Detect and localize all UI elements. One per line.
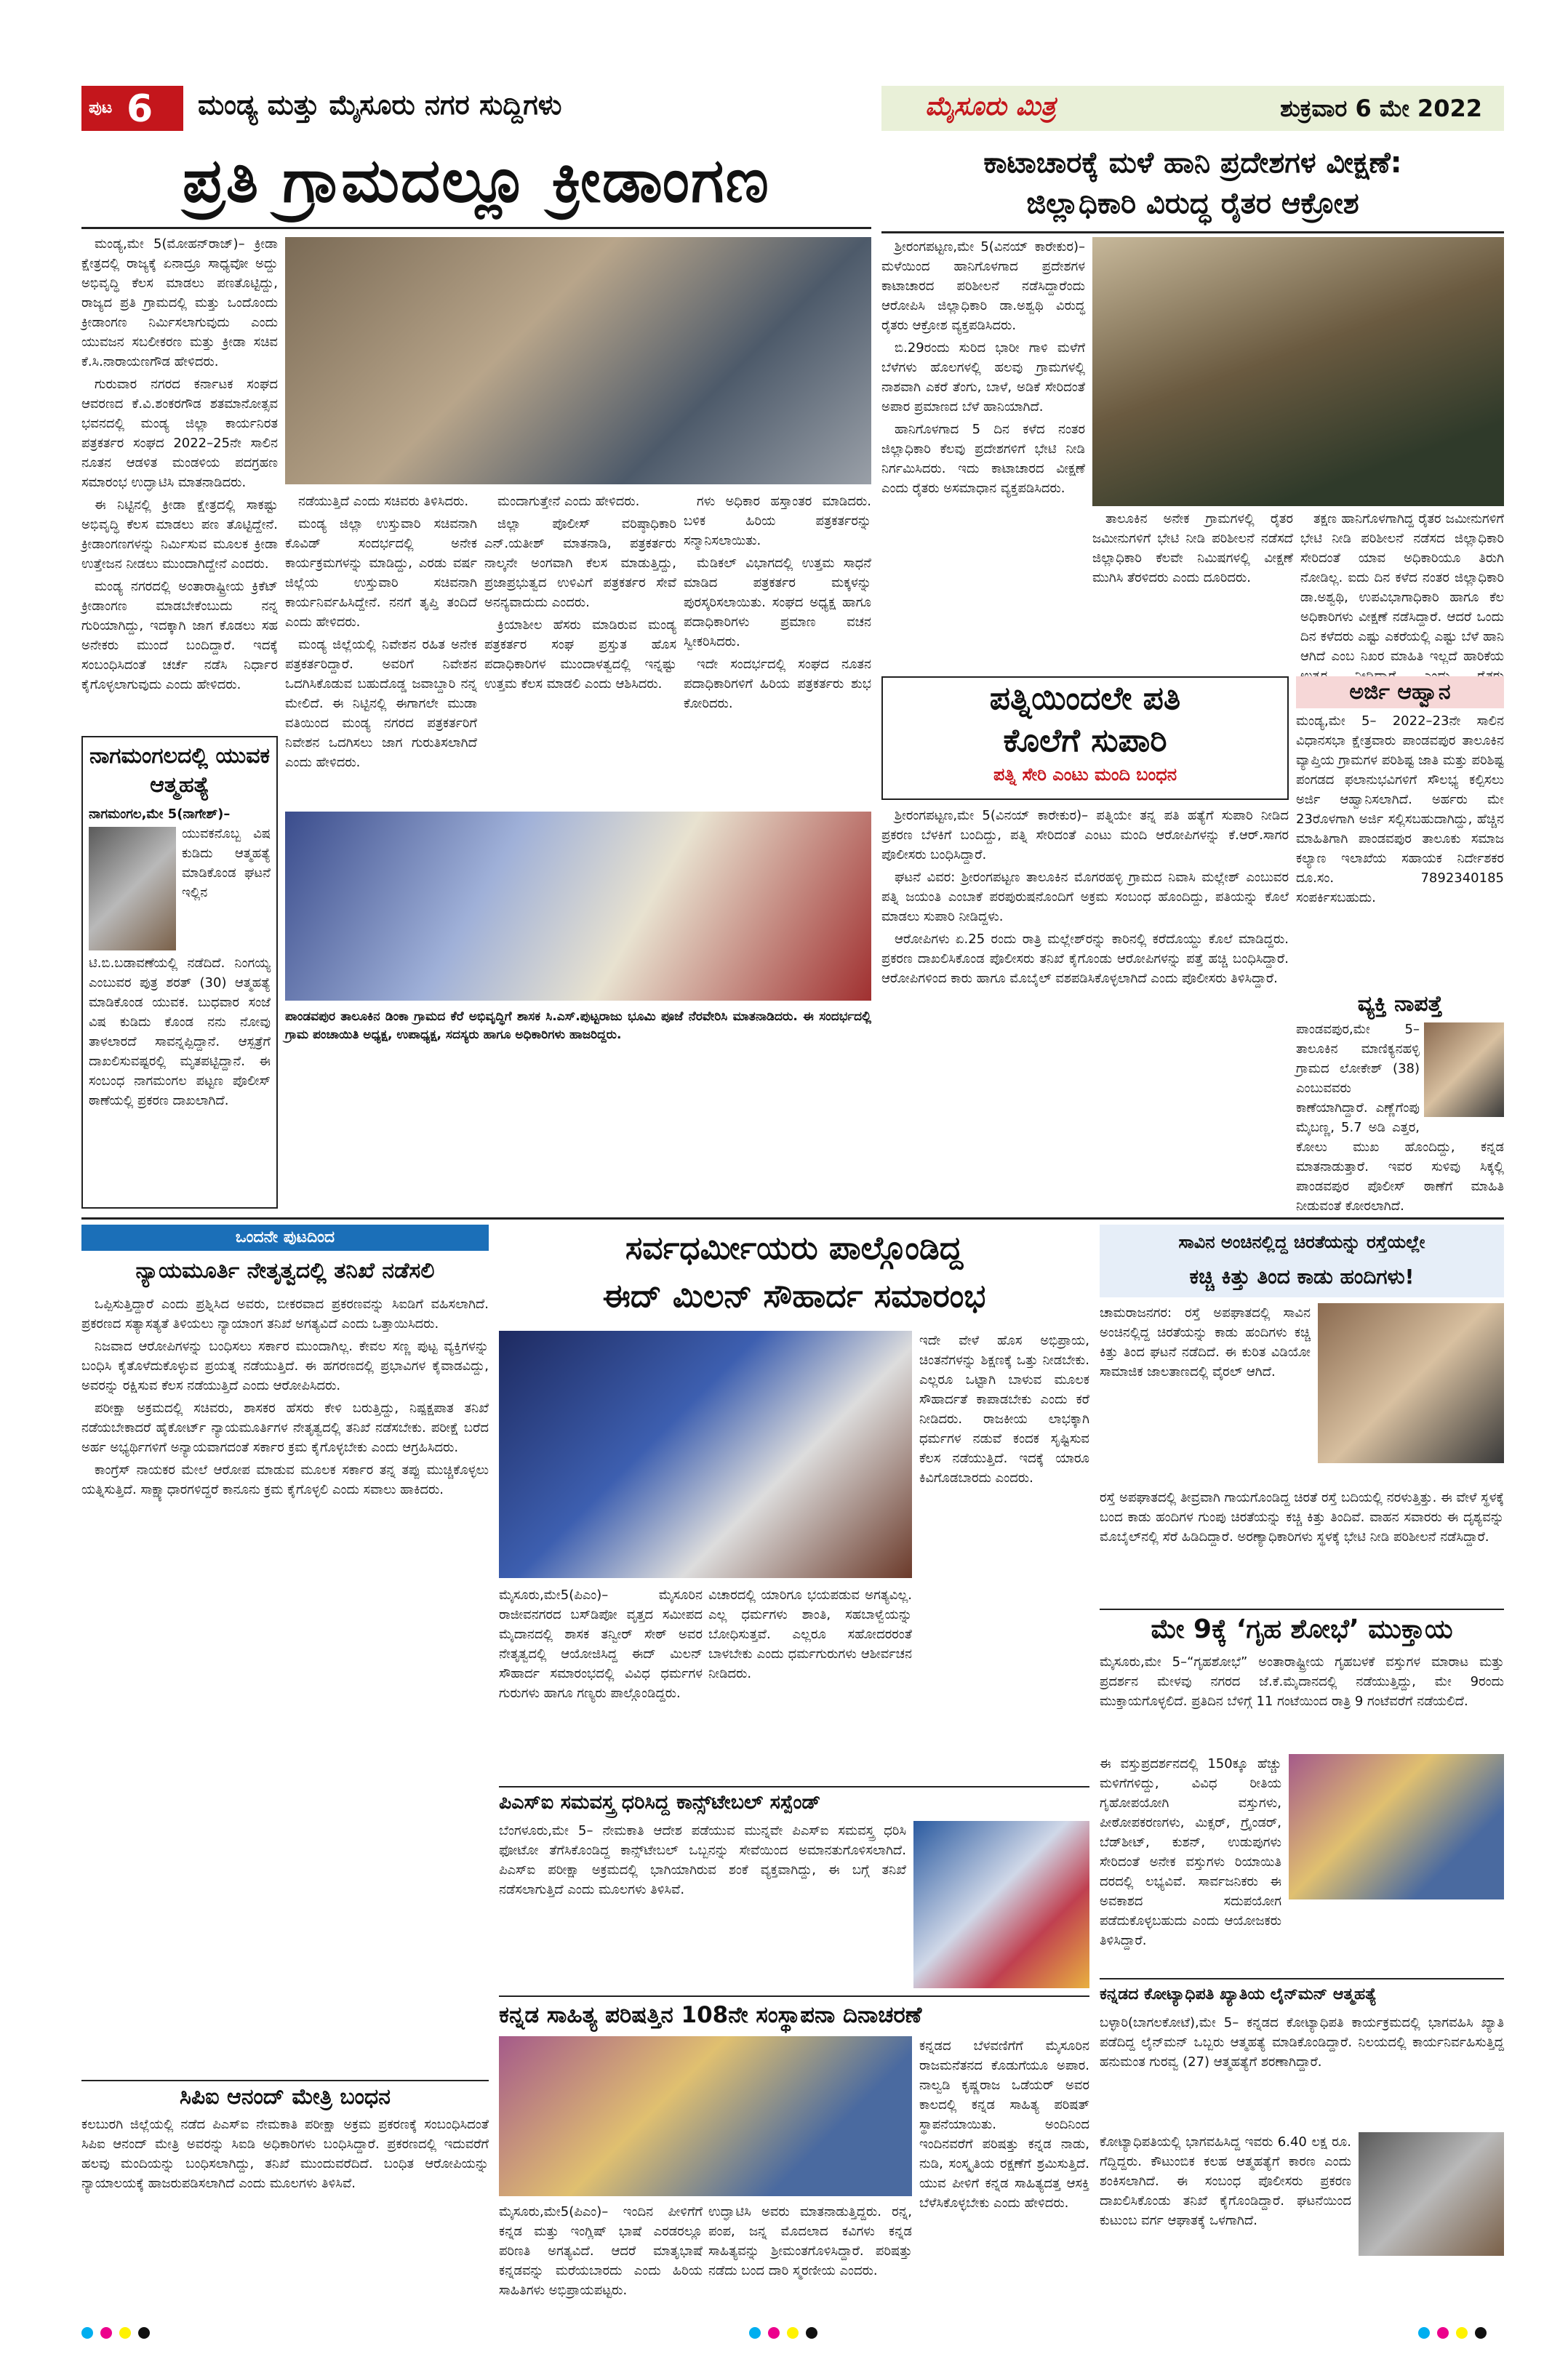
- lead-col2-para-1: ನಡೆಯುತ್ತಿದೆ ಎಂದು ಸಚಿವರು ತಿಳಿಸಿದರು.: [298, 494, 469, 509]
- wife-story-para-1: ಶ್ರೀರಂಗಪಟ್ಟಣ,ಮೇ 5(ವಿನಯ್ ಕಾರೇಕುರ)– ಪತ್ನಿಯೇ ತನ್ನ ಪತಿ ಹತ್ಯೆಗೆ ಸುಪಾರಿ ನೀಡಿದ ಪ್ರಕರಣ ಬೆಳಕಿಗೆ ಬಂದಿದ್ದು, ಪತ್ನಿ ಸೇರಿದಂತೆ ಎಂಟು ಮಂದಿ ಆರೋಪಿಗಳನ್ನು ಕೆ.ಆರ್.ಸಾಗರ ಪೊಲೀಸರು ಬಂಧಿಸಿದ್ದಾರೆ.: [881, 808, 1289, 862]
- applications-body: ಮಂಡ್ಯ,ಮೇ 5– 2022–23ನೇ ಸಾಲಿನ ವಿಧಾನಸಭಾ ಕ್ಷೇತ್ರವಾರು ಪಾಂಡವಪುರ ತಾಲೂಕಿನ ವ್ಯಾಪ್ತಿಯ ಗ್ರಾಮಗಳ ಪರಿಶಿಷ್ಟ ಜಾತಿ ಮತ್ತು ಪರಿಶಿಷ್ಟ ಪಂಗಡದ ಫಲಾನುಭವಿಗಳಿಗೆ ಸೌಲಭ್ಯ ಕಲ್ಪಿಸಲು ಅರ್ಜಿ ಆಹ್ವಾನಿಸಲಾಗಿದೆ. ಅರ್ಹರು ಮೇ 23ರೊಳಗಾಗಿ ಅರ್ಜಿ ಸಲ್ಲಿಸಬಹುದಾಗಿದ್ದು, ಹೆಚ್ಚಿನ ಮಾಹಿತಿಗಾಗಿ ಪಾಂಡವಪುರ ತಾಲೂಕು ಸಮಾಜ ಕಲ್ಯಾಣ ಇಲಾಖೆಯ ಸಹಾಯಕ ನಿರ್ದೇಶಕರ ದೂ.ಸಂ. 7892340185 ಸಂಪರ್ಕಿಸಬಹುದು.: [1296, 713, 1504, 905]
- lead-body-col2: [285, 492, 477, 804]
- pigs-headline-line2: ಕಚ್ಚಿ ಕಿತ್ತು ತಿಂದ ಕಾಡು ಹಂದಿಗಳು!: [1189, 1265, 1415, 1289]
- top-right-body-right: ತಕ್ಷಣ ಹಾನಿಗೊಳಗಾಗಿದ್ದ ರೈತರ ಜಮೀನುಗಳಿಗೆ ಭೇಟಿ ನೀಡಿ ಪರಿಶೀಲನೆ ನಡೆಸದ ಜಿಲ್ಲಾಧಿಕಾರಿ ಸೇರಿದಂತೆ ಯಾವ ಅಧಿಕಾರಿಯೂ ತಿರುಗಿ ನೋಡಿಲ್ಲ. ಐದು ದಿನ ಕಳೆದ ನಂತರ ಜಿಲ್ಲಾಧಿಕಾರಿ ಡಾ.ಅಶ್ವಥಿ, ಉಪವಿಭಾಗಾಧಿಕಾರಿ ಹಾಗೂ ಕೆಲ ಅಧಿಕಾರಿಗಳು ವೀಕ್ಷಣೆ ನಡೆಸಿದ್ದಾರೆ. ಆದರೆ ಒಂದು ದಿನ ಕಳೆದರು ಎಷ್ಟು ಎಕರೆಯಲ್ಲಿ ಎಷ್ಟು ಬೆಳೆ ಹಾನಿ ಆಗಿದೆ ಎಂಬ ನಿಖರ ಮಾಹಿತಿ ಇಲ್ಲದೆ ಹಾರಿಕೆಯ: [1300, 511, 1504, 664]
- wife-story-para-2: ಘಟನೆ ವಿವರ: ಶ್ರೀರಂಗಪಟ್ಟಣ ತಾಲೂಕಿನ ಮೊಗರಹಳ್ಳಿ ಗ್ರಾಮದ ನಿವಾಸಿ ಮಲ್ಲೇಶ್ ಎಂಬುವರ ಪತ್ನಿ ಜಯಂತಿ ಎಂಬಾಕೆ ಪರಪುರುಷನೊಂದಿಗೆ ಅಕ್ರಮ ಸಂಬಂಧ ಹೊಂದಿದ್ದು, ಪತಿಯನ್ನು ಕೊಲೆ ಮಾಡಲು ಸುಪಾರಿ ನೀಡಿದ್ದಳು.: [881, 870, 1289, 924]
- lead-col2-para-3: ಮಂಡ್ಯ ಜಿಲ್ಲೆಯಲ್ಲಿ ನಿವೇಶನ ರಹಿತ ಅನೇಕ ಪತ್ರಕರ್ತರಿದ್ದಾರೆ. ಅವರಿಗೆ ನಿವೇಶನ ಒದಗಿಸಿಕೊಡುವ ಬಹುದೊಡ್ಡ ಜವಾಬ್ದಾರಿ ನನ್ನ ಮೇಲಿದೆ. ಈ ನಿಟ್ಟಿನಲ್ಲಿ ಈಗಾಗಲೇ ಮುಡಾ ವತಿಯಿಂದ ಮಂಡ್ಯ ನಗರದ ಪತ್ರಕರ್ತರಿಗೆ ನಿವೇಶನ ಒದಗಿಸಲು ಜಾಗ ಗುರುತಿಸಲಾಗಿದೆ ಎಂದು ಹೇಳಿದರು.: [285, 637, 477, 770]
- wife-story-body: [881, 806, 1289, 1209]
- top-right-headline-line1: ಕಾಟಾಚಾರಕ್ಕೆ ಮಳೆ ಹಾನಿ ಪ್ರದೇಶಗಳ ವೀಕ್ಷಣೆ:: [983, 146, 1402, 180]
- lead-body-col4: [684, 492, 871, 804]
- missing-person-photo: [1424, 1022, 1504, 1117]
- pigs-headline: [1100, 1225, 1504, 1297]
- griha-headline: ಮೇ 9ಕ್ಕೆ ‘ಗೃಹ ಶೋಭೆ’ ಮುಕ್ತಾಯ: [1100, 1609, 1504, 1649]
- eid-photo: [499, 1331, 912, 1578]
- lead-para-1: ಮಂಡ್ಯ,ಮೇ 5(ಮೋಹನ್‌ರಾಜ್)– ಕ್ರೀಡಾ ಕ್ಷೇತ್ರದಲ್ಲಿ ರಾಜ್ಯಕ್ಕೆ ಏನಾದ್ರೂ ಸಾಧ್ಯವೋ ಅದ್ದು ಅಭಿವೃದ್ಧಿ ಕೆಲಸ ಮಾಡಲು ಪಣತೊಟ್ಟಿದ್ದು, ರಾಜ್ಯದ ಪ್ರತಿ ಗ್ರಾಮದಲ್ಲಿ ಮತ್ತು ಒಂದೊಂದು ಕ್ರೀಡಾಂಗಣ ನಿರ್ಮಿಸಲಾಗುವುದು ಎಂದು ಯುವಜನ ಸಬಲೀಕರಣ ಮತ್ತು ಕ್ರೀಡಾ ಸಚಿವ ಕೆ.ಸಿ.ನಾರಾಯಣಗೌಡ ಹೇಳಿದರು.: [81, 236, 278, 369]
- masthead-box: [881, 86, 1504, 131]
- lead-col4-para-3: ಇದೇ ಸಂದರ್ಭದಲ್ಲಿ ಸಂಘದ ನೂತನ ಪದಾಧಿಕಾರಿಗಳಿಗೆ ಹಿರಿಯ ಪತ್ರಕರ್ತರು ಶುಭ ಕೋರಿದರು.: [684, 657, 871, 711]
- griha-body-more: ಈ ವಸ್ತುಪ್ರದರ್ಶನದಲ್ಲಿ 150ಕ್ಕೂ ಹೆಚ್ಚು ಮಳಿಗೆಗಳಿದ್ದು, ವಿವಿಧ ರೀತಿಯ ಗೃಹೋಪಯೋಗಿ ವಸ್ತುಗಳು, ಪೀಠೋಪಕರಣಗಳು, ಮಿಕ್ಸರ್, ಗ್ರೈಂಡರ್, ಬೆಡ್‌ಶೀಟ್, ಕುಶನ್, ಉಡುಪುಗಳು ಸೇರಿದಂತೆ ಅನೇಕ ವಸ್ತುಗಳು ರಿಯಾಯಿತಿ ದರದಲ್ಲಿ ಲಭ್ಯವಿವೆ. ಸಾರ್ವಜನಿಕರು ಈ ಅವಕಾಶದ ಸದುಪಯೋಗ ಪಡೆದುಕೊಳ್ಳಬಹುದು ಎಂದು ಆಯೋಜಕರು ತಿಳಿಸಿದ್ದಾರೆ.: [1100, 1756, 1281, 1948]
- top-right-body-col3: [1300, 509, 1504, 669]
- continuation-subheadline: ಸಿಪಿಐ ಆನಂದ್ ಮೇತ್ರಿ ಬಂಧನ: [81, 2080, 489, 2112]
- griha-photo: [1289, 1754, 1504, 1899]
- lead-body-col3: [484, 492, 676, 804]
- wife-story-box: [881, 676, 1289, 800]
- side-story-portrait: [89, 827, 176, 950]
- pigs-headline-line1: ಸಾವಿನ ಅಂಚಿನಲ್ಲಿದ್ದ ಚಿರತೆಯನ್ನು ರಸ್ತೆಯಲ್ಲೇ: [1178, 1232, 1425, 1252]
- top-right-para-3: ಹಾನಿಗೊಳಗಾದ 5 ದಿನ ಕಳೆದ ನಂತರ ಜಿಲ್ಲಾಧಿಕಾರಿ ಕೆಲವು ಪ್ರದೇಶಗಳಿಗೆ ಭೇಟಿ ನೀಡಿ ನಿರ್ಗಮಿಸಿದರು. ಇದು ಕಾಟಾಚಾರದ ವೀಕ್ಷಣೆ ಎಂದು ರೈತರು ಅಸಮಾಧಾನ ವ್ಯಕ್ತಪಡಿಸಿದರು.: [881, 422, 1085, 496]
- lead-photo: [285, 237, 871, 484]
- lead-col2-para-2: ಮಂಡ್ಯ ಜಿಲ್ಲಾ ಉಸ್ತುವಾರಿ ಸಚಿವನಾಗಿ ಕೊವಿಡ್‌ ಸಂದರ್ಭದಲ್ಲಿ ಅನೇಕ ಕಾರ್ಯಕ್ರಮಗಳನ್ನು ಮಾಡಿದ್ದು, ಎರಡು ವರ್ಷ ಜಿಲ್ಲೆಯ ಉಸ್ತುವಾರಿ ಸಚಿವನಾಗಿ ಕಾರ್ಯನಿರ್ವಹಿಸಿದ್ದೇನೆ. ನನಗೆ ತೃಪ್ತಿ ತಂದಿದೆ ಎಂದು ಹೇಳಿದರು.: [285, 516, 477, 630]
- side-story-headline: ನಾಗಮಂಗಲದಲ್ಲಿ ಯುವಕ ಆತ್ಮಹತ್ಯೆ: [89, 743, 270, 798]
- top-right-para-4: ತಾಲೂಕಿನ ಅನೇಕ ಗ್ರಾಮಗಳಲ್ಲಿ ರೈತರ ಜಮೀನುಗಳಿಗೆ ಭೇಟಿ ನೀಡಿ ಪರಿಶೀಲನೆ ನಡೆಸದೆ ಜಿಲ್ಲಾಧಿಕಾರಿ ಕೆಲವೇ ನಿಮಿಷಗಳಲ್ಲಿ ವೀಕ್ಷಣೆ ಮುಗಿಸಿ ತೆರಳಿದರು ಎಂದು ದೂರಿದರು.: [1092, 511, 1293, 585]
- lead-photo-2: [285, 812, 871, 1001]
- eid-headline-line2: ಈದ್ ಮಿಲನ್ ಸೌಹಾರ್ದ ಸಮಾರಂಭ: [602, 1278, 986, 1315]
- psi-body: ಬೆಂಗಳೂರು,ಮೇ 5– ನೇಮಕಾತಿ ಆದೇಶ ಪಡೆಯುವ ಮುನ್ನವೇ ಪಿಎಸ್‌ಐ ಸಮವಸ್ತ್ರ ಧರಿಸಿ ಫೋಟೋ ತೆಗೆಸಿಕೊಂಡಿದ್ದ ಕಾನ್ಸ್‌ಟೇಬಲ್ ಒಬ್ಬನನ್ನು ಸೇವೆಯಿಂದ ಅಮಾನತುಗೊಳಿಸಲಾಗಿದೆ. ಪಿಎಸ್‌ಐ ಪರೀಕ್ಷಾ ಅಕ್ರಮದಲ್ಲಿ ಭಾಗಿಯಾಗಿರುವ ಶಂಕೆ ವ್ಯಕ್ತವಾಗಿದ್ದು, ಈ ಬಗ್ಗೆ ತನಿಖೆ ನಡೆಸಲಾಗುತ್ತಿದೆ ಎಂದು ಮೂಲಗಳು ತಿಳಿಸಿವೆ.: [499, 1823, 906, 1897]
- registration-marks-left: [81, 2324, 169, 2342]
- top-right-photo: [1092, 237, 1504, 506]
- page-label: ಪುಟ: [89, 99, 113, 117]
- page-number-box: [81, 86, 183, 131]
- masthead-logo: ಮೈಸೂರು ಮಿತ್ರ: [925, 92, 1056, 121]
- lead-col3-para-3: ಕ್ರಿಯಾಶೀಲ ಹೆಸರು ಮಾಡಿರುವ ಮಂಡ್ಯ ಪತ್ರಕರ್ತರ ಸಂಘ ಪ್ರಸ್ತುತ ಹೊಸ ಪದಾಧಿಕಾರಿಗಳ ಮುಂದಾಳತ್ವದಲ್ಲಿ ಇನ್ನಷ್ಟು ಉತ್ತಮ ಕೆಲಸ ಮಾಡಲಿ ಎಂದು ಆಶಿಸಿದರು.: [484, 617, 676, 692]
- lead-para-2: ಗುರುವಾರ ನಗರದ ಕರ್ನಾಟಕ ಸಂಘದ ಆವರಣದ ಕೆ.ವಿ.ಶಂಕರಗೌಡ ಶತಮಾನೋತ್ಸವ ಭವನದಲ್ಲಿ ಮಂಡ್ಯ ಜಿಲ್ಲಾ ಕಾರ್ಯನಿರತ ಪತ್ರಕರ್ತರ ಸಂಘದ 2022–25ನೇ ಸಾಲಿನ ನೂತನ ಆಡಳಿತ ಮಂಡಳಿಯ ಪದಗ್ರಹಣ ಸಮಾರಂಭ ಉದ್ಘಾಟಿಸಿ ಮಾತನಾಡಿದರು.: [81, 377, 278, 490]
- continuation-sub-body: ಕಲಬುರಗಿ ಜಿಲ್ಲೆಯಲ್ಲಿ ನಡೆದ ಪಿಎಸ್‌ಐ ನೇಮಕಾತಿ ಪರೀಕ್ಷಾ ಅಕ್ರಮ ಪ್ರಕರಣಕ್ಕೆ ಸಂಬಂಧಿಸಿದಂತೆ ಸಿಪಿಐ ಆನಂದ್ ಮೇತ್ರಿ ಅವರನ್ನು ಸಿಐಡಿ ಅಧಿಕಾರಿಗಳು ಬಂಧಿಸಿದ್ದಾರೆ. ಪ್ರಕರಣದಲ್ಲಿ ಇದುವರೆಗೆ ಹಲವು ಮಂದಿಯನ್ನು ಬಂಧಿಸಲಾಗಿದ್ದು, ತನಿಖೆ ಮುಂದುವರೆದಿದೆ. ಬಂಧಿತ ಆರೋಪಿಯನ್ನು ನ್ಯಾಯಾಲಯಕ್ಕೆ ಹಾಜರುಪಡಿಸಲಾಗಿದೆ ಎಂದು ಮೂಲಗಳು ತಿಳಿಸಿವೆ.: [81, 2117, 489, 2191]
- eid-body-right: ಇದೇ ವೇಳೆ ಹೊಸ ಅಭಿಪ್ರಾಯ, ಚಿಂತನೆಗಳನ್ನು ಶಿಕ್ಷಣಕ್ಕೆ ಒತ್ತು ನೀಡಬೇಕು. ಎಲ್ಲರೂ ಒಟ್ಟಾಗಿ ಬಾಳುವ ಮೂಲಕ ಸೌಹಾರ್ದತೆ ಕಾಪಾಡಬೇಕು ಎಂದು ಕರೆ ನೀಡಿದರು. ರಾಜಕೀಯ ಲಾಭಕ್ಕಾಗಿ ಧರ್ಮಗಳ ನಡುವೆ ಕಂದಕ ಸೃಷ್ಟಿಸುವ ಕೆಲಸ ನಡೆಯುತ್ತಿದೆ. ಇದಕ್ಕೆ ಯಾರೂ ಕಿವಿಗೊಡಬಾರದು ಎಂದರು.: [919, 1333, 1089, 1486]
- side-story: [81, 736, 278, 1209]
- kasapa-body-mid: ಉದ್ಘಾಟಿಸಿ ಅವರು ಮಾತನಾಡುತ್ತಿದ್ದರು. ರನ್ನ, ಪಂಪ, ಜನ್ನ ಮೊದಲಾದ ಕವಿಗಳು ಕನ್ನಡ ಸಾಹಿತ್ಯವನ್ನು ಶ್ರೀಮಂತಗೊಳಿಸಿದ್ದಾರೆ. ಪರಿಷತ್ತು ನಡೆದು ಬಂದ ದಾರಿ ಸ್ಮರಣೀಯ ಎಂದರು.: [708, 2204, 912, 2278]
- eid-headline: [499, 1225, 1089, 1326]
- wife-story-headline-2: ಕೊಲೆಗೆ ಸುಪಾರಿ: [1003, 722, 1167, 759]
- wife-story-headline-1: ಪತ್ನಿಯಿಂದಲೇ ಪತಿ: [989, 680, 1181, 717]
- lead-col4-para-2: ಮೆಡಿಕಲ್ ವಿಭಾಗದಲ್ಲಿ ಉತ್ತಮ ಸಾಧನೆ ಮಾಡಿದ ಪತ್ರಕರ್ತರ ಮಕ್ಕಳನ್ನು ಪುರಸ್ಕರಿಸಲಾಯಿತು. ಸಂಘದ ಅಧ್ಯಕ್ಷ ಹಾಗೂ ಪದಾಧಿಕಾರಿಗಳು ಪ್ರಮಾಣ ವಚನ ಸ್ವೀಕರಿಸಿದರು.: [684, 556, 871, 649]
- registration-marks-center: [749, 2324, 836, 2342]
- lead-para-4: ಮಂಡ್ಯ ನಗರದಲ್ಲಿ ಅಂತಾರಾಷ್ಟ್ರೀಯ ಕ್ರಿಕೆಟ್ ಕ್ರೀಡಾಂಗಣ ಮಾಡಬೇಕೆಂಬುದು ನನ್ನ ಗುರಿಯಾಗಿದ್ದು, ಇದಕ್ಕಾಗಿ ಜಾಗ ಕೊಡಲು ಸಹ ಅನೇಕರು ಮುಂದೆ ಬಂದಿದ್ದಾರೆ. ಇದಕ್ಕೆ ಸಂಬಂಧಿಸಿದಂತೆ ಚರ್ಚೆ ನಡೆಸಿ ನಿರ್ಧಾರ ಕೈಗೊಳ್ಳಲಾಗುವುದು ಎಂದು ಹೇಳಿದರು.: [81, 579, 278, 692]
- top-right-body-col2: [881, 509, 1293, 669]
- lead-col3-para-1: ಮಂದಾಗುತ್ತೇನೆ ಎಂದು ಹೇಳಿದರು.: [497, 494, 640, 509]
- lead-body-col1: [81, 234, 278, 729]
- lineman-headline: ಕನ್ನಡದ ಕೋಟ್ಯಾಧಿಪತಿ ಖ್ಯಾತಿಯ ಲೈನ್‌ಮನ್ ಆತ್ಮಹತ್ಯೆ: [1100, 1978, 1504, 2010]
- continuation-para-2: ನಿಜವಾದ ಆರೋಪಿಗಳನ್ನು ಬಂಧಿಸಲು ಸರ್ಕಾರ ಮುಂದಾಗಿಲ್ಲ. ಕೇವಲ ಸಣ್ಣ ಪುಟ್ಟ ವ್ಯಕ್ತಿಗಳನ್ನು ಬಂಧಿಸಿ ಕೈತೊಳೆದುಕೊಳ್ಳುವ ಪ್ರಯತ್ನ ನಡೆಯುತ್ತಿದೆ. ಈ ಹಗರಣದಲ್ಲಿ ಪ್ರಭಾವಿಗಳ ಕೈವಾಡವಿದ್ದು, ಅವರನ್ನು ರಕ್ಷಿಸುವ ಕೆಲಸ ನಡೆಯುತ್ತಿದೆ ಎಂದು ಆರೋಪಿಸಿದರು.: [81, 1339, 489, 1393]
- continuation-headline: ನ್ಯಾಯಮೂರ್ತಿ ನೇತೃತ್ವದಲ್ಲಿ ತನಿಖೆ ನಡೆಸಲಿ: [135, 1258, 435, 1284]
- psi-headline: ಪಿಎಸ್‌ಐ ಸಮವಸ್ತ್ರ ಧರಿಸಿದ್ದ ಕಾನ್ಸ್‌ಟೇಬಲ್ ಸಸ್ಪೆಂಡ್: [499, 1786, 1089, 1818]
- continuation-para-3: ಪರೀಕ್ಷಾ ಅಕ್ರಮದಲ್ಲಿ ಸಚಿವರು, ಶಾಸಕರ ಹೆಸರು ಕೇಳಿ ಬರುತ್ತಿದ್ದು, ನಿಷ್ಪಕ್ಷಪಾತ ತನಿಖೆ ನಡೆಯಬೇಕಾದರೆ ಹೈಕೋರ್ಟ್ ನ್ಯಾಯಮೂರ್ತಿಗಳ ನೇತೃತ್ವದಲ್ಲಿ ತನಿಖೆ ನಡೆಸಬೇಕು. ಪರೀಕ್ಷೆ ಬರೆದ ಅರ್ಹ ಅಭ್ಯರ್ಥಿಗಳಿಗೆ ಅನ್ಯಾಯವಾಗದಂತೆ ಸರ್ಕಾರ ಕ್ರಮ ಕೈಗೊಳ್ಳಬೇಕು ಎಂದು ಆಗ್ರಹಿಸಿದರು.: [81, 1401, 489, 1455]
- kasapa-body-left: ಮೈಸೂರು,ಮೇ5(ಪಿಎಂ)– ಇಂದಿನ ಪೀಳಿಗೆಗೆ ಕನ್ನಡ ಮತ್ತು ಇಂಗ್ಲಿಷ್ ಭಾಷೆ ಎರಡರಲ್ಲೂ ಪರಿಣತಿ ಅಗತ್ಯವಿದೆ. ಆದರೆ ಮಾತೃಭಾಷೆ ಕನ್ನಡವನ್ನು ಮರೆಯಬಾರದು ಎಂದು ಹಿರಿಯ ಸಾಹಿತಿಗಳು ಅಭಿಪ್ರಾಯಪಟ್ಟರು.: [499, 2204, 703, 2298]
- top-right-para-2: ಬಿ.29ರಂದು ಸುರಿದ ಭಾರೀ ಗಾಳಿ ಮಳೆಗೆ ಬೆಳೆಗಳು ಹೊಲಗಳಲ್ಲಿ ಹಲವು ಗ್ರಾಮಗಳಲ್ಲಿ ನಾಶವಾಗಿ ಎಕರೆ ತೆಂಗು, ಬಾಳೆ, ಅಡಿಕೆ ಸೇರಿದಂತೆ ಅಪಾರ ಪ್ರಮಾಣದ ಬೆಳೆ ಹಾನಿಯಾಗಿದೆ.: [881, 340, 1085, 415]
- top-right-para-1: ಶ್ರೀರಂಗಪಟ್ಟಣ,ಮೇ 5(ವಿನಯ್ ಕಾರೇಕುರ)–ಮಳೆಯಿಂದ ಹಾನಿಗೊಳಗಾದ ಪ್ರದೇಶಗಳ ಕಾಟಾಚಾರದ ಪರಿಶೀಲನೆ ನಡೆಸಿದ್ದಾರೆಂದು ಆರೋಪಿಸಿ ಜಿಲ್ಲಾಧಿಕಾರಿ ಡಾ.ಅಶ್ವಥಿ ವಿರುದ್ಧ ರೈತರು ಆಕ್ರೋಶ ವ್ಯಕ್ತಪಡಿಸಿದರು.: [881, 239, 1085, 333]
- issue-date: ಶುಕ್ರವಾರ 6 ಮೇ 2022: [1280, 95, 1482, 122]
- top-right-headline: [881, 143, 1504, 230]
- pigs-body-full: ರಸ್ತೆ ಅಪಘಾತದಲ್ಲಿ ತೀವ್ರವಾಗಿ ಗಾಯಗೊಂಡಿದ್ದ ಚಿರತೆ ರಸ್ತೆ ಬದಿಯಲ್ಲಿ ನರಳುತ್ತಿತ್ತು. ಈ ವೇಳೆ ಸ್ಥಳಕ್ಕೆ ಬಂದ ಕಾಡು ಹಂದಿಗಳ ಗುಂಪು ಚಿರತೆಯನ್ನು ಕಚ್ಚಿ ಕಿತ್ತು ತಿಂದಿವೆ. ವಾಹನ ಸವಾರರು ಈ ದೃಶ್ಯವನ್ನು ಮೊಬೈಲ್‌ನಲ್ಲಿ ಸೆರೆ ಹಿಡಿದಿದ್ದಾರೆ. ಅರಣ್ಯಾಧಿಕಾರಿಗಳು ಸ್ಥಳಕ್ಕೆ ಭೇಟಿ ನೀಡಿ ಪರಿಶೀಲನೆ ನಡೆಸಿದ್ದಾರೆ.: [1100, 1490, 1504, 1545]
- lead-col3-para-2: ಜಿಲ್ಲಾ ಪೊಲೀಸ್ ವರಿಷ್ಠಾಧಿಕಾರಿ ಎನ್.ಯತೀಶ್ ಮಾತನಾಡಿ, ಪತ್ರಕರ್ತರು ನಾಲ್ಕನೇ ಅಂಗವಾಗಿ ಕೆಲಸ ಮಾಡುತ್ತಿದ್ದು, ಪ್ರಜಾಪ್ರಭುತ್ವದ ಉಳಿವಿಗೆ ಪತ್ರಕರ್ತರ ಸೇವೆ ಅನನ್ಯವಾದುದು ಎಂದರು.: [484, 516, 676, 610]
- section-title: ಮಂಡ್ಯ ಮತ್ತು ಮೈಸೂರು ನಗರ ಸುದ್ದಿಗಳು: [198, 89, 562, 121]
- continuation-para-4: ಕಾಂಗ್ರೆಸ್ ನಾಯಕರ ಮೇಲೆ ಆರೋಪ ಮಾಡುವ ಮೂಲಕ ಸರ್ಕಾರ ತನ್ನ ತಪ್ಪು ಮುಚ್ಚಿಕೊಳ್ಳಲು ಯತ್ನಿಸುತ್ತಿದೆ. ಸಾಕ್ಷ್ಯಾಧಾರಗಳಿದ್ದರೆ ಕಾನೂನು ಕ್ರಮ ಕೈಗೊಳ್ಳಲಿ ಎಂದು ಸವಾಲು ಹಾಕಿದರು.: [81, 1462, 489, 1497]
- side-story-body: ಯುವಕನೊಬ್ಬ ವಿಷ ಕುಡಿದು ಆತ್ಮಹತ್ಯೆ ಮಾಡಿಕೊಂಡ ಘಟನೆ ಇಲ್ಲಿನ ಟಿ.ಬಿ.ಬಡಾವಣೆಯಲ್ಲಿ ನಡೆದಿದೆ. ನಿಂಗಯ್ಯ ಎಂಬುವರ ಪುತ್ರ ಶರತ್ (30) ಆತ್ಮಹತ್ಯೆ ಮಾಡಿಕೊಂಡ ಯುವಕ. ಬುಧವಾರ ಸಂಜೆ ವಿಷ ಕುಡಿದು ಕೊಂಡ ನನು ನೋವು ತಾಳಲಾರದೆ ಸಾವನ್ನಪ್ಪಿದ್ದಾನೆ. ಆಸ್ಪತ್ರೆಗೆ ದಾಖಲಿಸುವಷ್ಟರಲ್ಲಿ ಮೃತಪಟ್ಟಿದ್ದಾನೆ. ಈ ಸಂಬಂಧ ನಾಗಮಂಗಲ ಪಟ್ಟಣ ಪೊಲೀಸ್ ಠಾಣೆಯಲ್ಲಿ ಪ್ರಕರಣ ದಾಖಲಾಗಿದೆ.: [89, 826, 271, 1108]
- continuation-para-1: ಒಪ್ಪಿಸುತ್ತಿದ್ದಾರೆ ಎಂದು ಪ್ರಶ್ನಿಸಿದ ಅವರು, ಬೀಕರವಾದ ಪ್ರಕರಣವನ್ನು ಸಿಐಡಿಗೆ ವಹಿಸಲಾಗಿದೆ. ಪ್ರಕರಣದ ಸತ್ಯಾಸತ್ಯತೆ ತಿಳಿಯಲು ನ್ಯಾಯಾಂಗ ತನಿಖೆ ಅಗತ್ಯವಿದೆ ಎಂದು ಒತ್ತಾಯಿಸಿದರು.: [81, 1297, 489, 1332]
- griha-body: ಮೈಸೂರು,ಮೇ 5–“ಗೃಹಶೋಭೆ” ಅಂತಾರಾಷ್ಟ್ರೀಯ ಗೃಹಬಳಕೆ ವಸ್ತುಗಳ ಮಾರಾಟ ಮತ್ತು ಪ್ರದರ್ಶನ ಮೇಳವು ನಗರದ ಜೆ.ಕೆ.ಮೈದಾನದಲ್ಲಿ ನಡೆಯುತ್ತಿದ್ದು, ಮೇ 9ರಂದು ಮುಕ್ತಾಯಗೊಳ್ಳಲಿದೆ. ಪ್ರತಿದಿನ ಬೆಳಿಗ್ಗೆ 11 ಗಂಟೆಯಿಂದ ರಾತ್ರಿ 9 ಗಂಟೆವರೆಗೆ ನಡೆಯಲಿದೆ.: [1100, 1654, 1504, 1709]
- eid-body-left: ಮೈಸೂರು,ಮೇ5(ಪಿಎಂ)– ಮೈಸೂರಿನ ರಾಜೀವನಗರದ ಬಸ್‌ಡಿಪೋ ವೃತ್ತದ ಸಮೀಪದ ಮೈದಾನದಲ್ಲಿ ಶಾಸಕ ತನ್ವೀರ್ ಸೇಠ್ ಅವರ ನೇತೃತ್ವದಲ್ಲಿ ಆಯೋಜಿಸಿದ್ದ ಈದ್ ಮಿಲನ್ ಸೌಹಾರ್ದ ಸಮಾರಂಭದಲ್ಲಿ ವಿವಿಧ ಧರ್ಮಗಳ ಗುರುಗಳು ಹಾಗೂ ಗಣ್ಯರು ಪಾಲ್ಗೊಂಡಿದ್ದರು.: [499, 1588, 703, 1701]
- page-header: [81, 81, 1504, 135]
- missing-box: [1296, 989, 1504, 1214]
- kasapa-headline: ಕನ್ನಡ ಸಾಹಿತ್ಯ ಪರಿಷತ್ತಿನ 108ನೇ ಸಂಸ್ಥಾಪನಾ ದಿನಾಚರಣೆ: [499, 1995, 1089, 2033]
- continuation-label: ಒಂದನೇ ಪುಟದಿಂದ: [81, 1225, 489, 1251]
- lineman-body-more: ಕೋಟ್ಯಾಧಿಪತಿಯಲ್ಲಿ ಭಾಗವಹಿಸಿದ್ದ ಇವರು 6.40 ಲಕ್ಷ ರೂ. ಗೆದ್ದಿದ್ದರು. ಕೌಟುಂಬಿಕ ಕಲಹ ಆತ್ಮಹತ್ಯೆಗೆ ಕಾರಣ ಎಂದು ಶಂಕಿಸಲಾಗಿದೆ. ಈ ಸಂಬಂಧ ಪೊಲೀಸರು ಪ್ರಕರಣ ದಾಖಲಿಸಿಕೊಂಡು ತನಿಖೆ ಕೈಗೊಂಡಿದ್ದಾರೆ. ಘಟನೆಯಿಂದ ಕುಟುಂಬ ವರ್ಗ ಆಘಾತಕ್ಕೆ ಒಳಗಾಗಿದೆ.: [1100, 2134, 1351, 2228]
- pigs-photo: [1318, 1303, 1504, 1463]
- psi-photo: [913, 1821, 1089, 1988]
- missing-headline: ವ್ಯಕ್ತಿ ನಾಪತ್ತೆ: [1357, 991, 1443, 1017]
- missing-body: ಪಾಂಡವಪುರ,ಮೇ 5– ತಾಲೂಕಿನ ಮಾಣಿಕ್ಯನಹಳ್ಳಿ ಗ್ರಾಮದ ಲೋಕೇಶ್ (38) ಎಂಬುವವರು ಕಾಣೆಯಾಗಿದ್ದಾರೆ. ಎಣ್ಣೆಗೆಂಪು ಮೈಬಣ್ಣ, 5.7 ಅಡಿ ಎತ್ತರ, ಕೋಲು ಮುಖ ಹೊಂದಿದ್ದು, ಕನ್ನಡ ಮಾತನಾಡುತ್ತಾರೆ. ಇವರ ಸುಳಿವು ಸಿಕ್ಕಲ್ಲಿ ಪಾಂಡವಪುರ ಪೊಲೀಸ್ ಠಾಣೆಗೆ ಮಾಹಿತಿ ನೀಡುವಂತೆ ಕೋರಲಾಗಿದೆ.: [1296, 1022, 1504, 1214]
- lineman-body: ಬಳ್ಳಾರಿ(ಬಾಗಲಕೋಟೆ),ಮೇ 5– ಕನ್ನಡದ ಕೋಟ್ಯಾಧಿಪತಿ ಕಾರ್ಯಕ್ರಮದಲ್ಲಿ ಭಾಗವಹಿಸಿ ಖ್ಯಾತಿ ಪಡೆದಿದ್ದ ಲೈನ್‌ಮನ್ ಒಬ್ಬರು ಆತ್ಮಹತ್ಯೆ ಮಾಡಿಕೊಂಡಿದ್ದಾರೆ. ನಿಲಯದಲ್ಲಿ ಕಾರ್ಯನಿರ್ವಹಿಸುತ್ತಿದ್ದ ಹನುಮಂತ ಗುರವ್ವ (27) ಆತ್ಮಹತ್ಯೆಗೆ ಶರಣಾಗಿದ್ದಾರೆ.: [1100, 2015, 1504, 2070]
- kasapa-body-right: ಕನ್ನಡದ ಬೆಳವಣಿಗೆಗೆ ಮೈಸೂರಿನ ರಾಜಮನೆತನದ ಕೊಡುಗೆಯೂ ಅಪಾರ. ನಾಲ್ವಡಿ ಕೃಷ್ಣರಾಜ ಒಡೆಯರ್ ಅವರ ಕಾಲದಲ್ಲಿ ಕನ್ನಡ ಸಾಹಿತ್ಯ ಪರಿಷತ್ ಸ್ಥಾಪನೆಯಾಯಿತು. ಅಂದಿನಿಂದ ಇಂದಿನವರೆಗೆ ಪರಿಷತ್ತು ಕನ್ನಡ ನಾಡು, ನುಡಿ, ಸಂಸ್ಕೃತಿಯ ರಕ್ಷಣೆಗೆ ಶ್ರಮಿಸುತ್ತಿದೆ. ಯುವ ಪೀಳಿಗೆ ಕನ್ನಡ ಸಾಹಿತ್ಯದತ್ತ ಆಸಕ್ತಿ ಬೆಳೆಸಿಕೊಳ್ಳಬೇಕು ಎಂದು ಹೇಳಿದರು.: [919, 2038, 1089, 2211]
- applications-box: [1296, 676, 1504, 982]
- eid-headline-line1: ಸರ್ವಧರ್ಮೀಯರು ಪಾಲ್ಗೊಂಡಿದ್ದ: [625, 1230, 964, 1267]
- wife-story-para-3: ಆರೋಪಿಗಳು ಏ.25 ರಂದು ರಾತ್ರಿ ಮಲ್ಲೇಶ್‌ರನ್ನು ಕಾರಿನಲ್ಲಿ ಕರೆದೊಯ್ದು ಕೊಲೆ ಮಾಡಿದ್ದರು. ಪ್ರಕರಣ ದಾಖಲಿಸಿಕೊಂಡ ಪೊಲೀಸರು ತನಿಖೆ ಕೈಗೊಂಡು ಆರೋಪಿಗಳನ್ನು ಪತ್ತೆ ಹಚ್ಚಿ ಬಂಧಿಸಿದ್ದಾರೆ. ಆರೋಪಿಗಳಿಂದ ಕಾರು ಹಾಗೂ ಮೊಬೈಲ್ ವಶಪಡಿಸಿಕೊಳ್ಳಲಾಗಿದೆ ಎಂದು ಪೊಲೀಸರು ತಿಳಿಸಿದ್ದಾರೆ.: [881, 932, 1289, 986]
- wife-story-subhead: ಪತ್ನಿ ಸೇರಿ ಎಂಟು ಮಂದಿ ಬಂಧನ: [993, 764, 1177, 785]
- applications-headline: ಅರ್ಜಿ ಆಹ್ವಾನ: [1296, 676, 1504, 708]
- kasapa-photo: [499, 2036, 912, 2196]
- eid-body-mid: ವಿಚಾರದಲ್ಲಿ ಯಾರಿಗೂ ಭಯಪಡುವ ಅಗತ್ಯವಿಲ್ಲ. ಎಲ್ಲ ಧರ್ಮಗಳು ಶಾಂತಿ, ಸಹಬಾಳ್ವೆಯನ್ನು ಬೋಧಿಸುತ್ತವೆ. ಎಲ್ಲರೂ ಸಹೋದರರಂತೆ ಬಾಳಬೇಕು ಎಂದು ಧರ್ಮಗುರುಗಳು ಆಶೀರ್ವಚನ ನೀಡಿದರು.: [708, 1588, 912, 1681]
- pigs-body-left: ಚಾಮರಾಜನಗರ: ರಸ್ತೆ ಅಪಘಾತದಲ್ಲಿ ಸಾವಿನ ಅಂಚಿನಲ್ಲಿದ್ದ ಚಿರತೆಯನ್ನು ಕಾಡು ಹಂದಿಗಳು ಕಚ್ಚಿ ಕಿತ್ತು ತಿಂದ ಘಟನೆ ನಡೆದಿದೆ. ಈ ಕುರಿತ ವಿಡಿಯೋ ಸಾಮಾಜಿಕ ಜಾಲತಾಣದಲ್ಲಿ ವೈರಲ್ ಆಗಿದೆ.: [1100, 1305, 1311, 1380]
- lead-photo-caption: ಪಾಂಡವಪುರ ತಾಲೂಕಿನ ಡಿಂಕಾ ಗ್ರಾಮದ ಕೆರೆ ಅಭಿವೃದ್ಧಿಗೆ ಶಾಸಕ ಸಿ.ಎಸ್.ಪುಟ್ಟರಾಜು ಭೂಮಿ ಪೂಜೆ ನೆರವೇರಿಸಿ ಮಾತನಾಡಿದರು. ಈ ಸಂದರ್ಭದಲ್ಲಿ ಗ್ರಾಮ ಪಂಚಾಯಿತಿ ಅಧ್ಯಕ್ಷ, ಉಪಾಧ್ಯಕ್ಷ, ಸದಸ್ಯರು ಹಾಗೂ ಅಧಿಕಾರಿಗಳು ಹಾಜರಿದ್ದರು.: [285, 1009, 871, 1042]
- lead-para-3: ಈ ನಿಟ್ಟಿನಲ್ಲಿ ಕ್ರೀಡಾ ಕ್ಷೇತ್ರದಲ್ಲಿ ಸಾಕಷ್ಟು ಅಭಿವೃದ್ಧಿ ಕೆಲಸ ಮಾಡಲು ಪಣ ತೊಟ್ಟಿದ್ದೇನೆ. ಕ್ರೀಡಾಂಗಣಗಳನ್ನು ನಿರ್ಮಿಸುವ ಮೂಲಕ ಕ್ರೀಡಾ ಉತ್ತೇಜನ ನೀಡಲು ಮುಂದಾಗಿದ್ದೇನೆ ಎಂದರು.: [81, 497, 278, 572]
- side-story-dateline: ನಾಗಮಂಗಲ,ಮೇ 5(ನಾಗೇಶ್)–: [89, 806, 231, 822]
- continuation-body: [81, 1294, 489, 2073]
- registration-marks-right: [1418, 2324, 1505, 2342]
- lead-col4-para-1: ಗಳು ಅಧಿಕಾರ ಹಸ್ತಾಂತರ ಮಾಡಿದರು. ಬಳಿಕ ಹಿರಿಯ ಪತ್ರಕರ್ತರನ್ನು ಸನ್ಮಾನಿಸಲಾಯಿತು.: [684, 494, 871, 548]
- top-right-headline-line2: ಜಿಲ್ಲಾಧಿಕಾರಿ ವಿರುದ್ಧ ರೈತರ ಆಕ್ರೋಶ: [1026, 187, 1359, 220]
- lead-headline: ಪ್ರತಿ ಗ್ರಾಮದಲ್ಲೂ ಕ್ರೀಡಾಂಗಣ: [183, 145, 770, 216]
- lineman-photo: [1359, 2132, 1504, 2256]
- page-number: 6: [127, 87, 153, 131]
